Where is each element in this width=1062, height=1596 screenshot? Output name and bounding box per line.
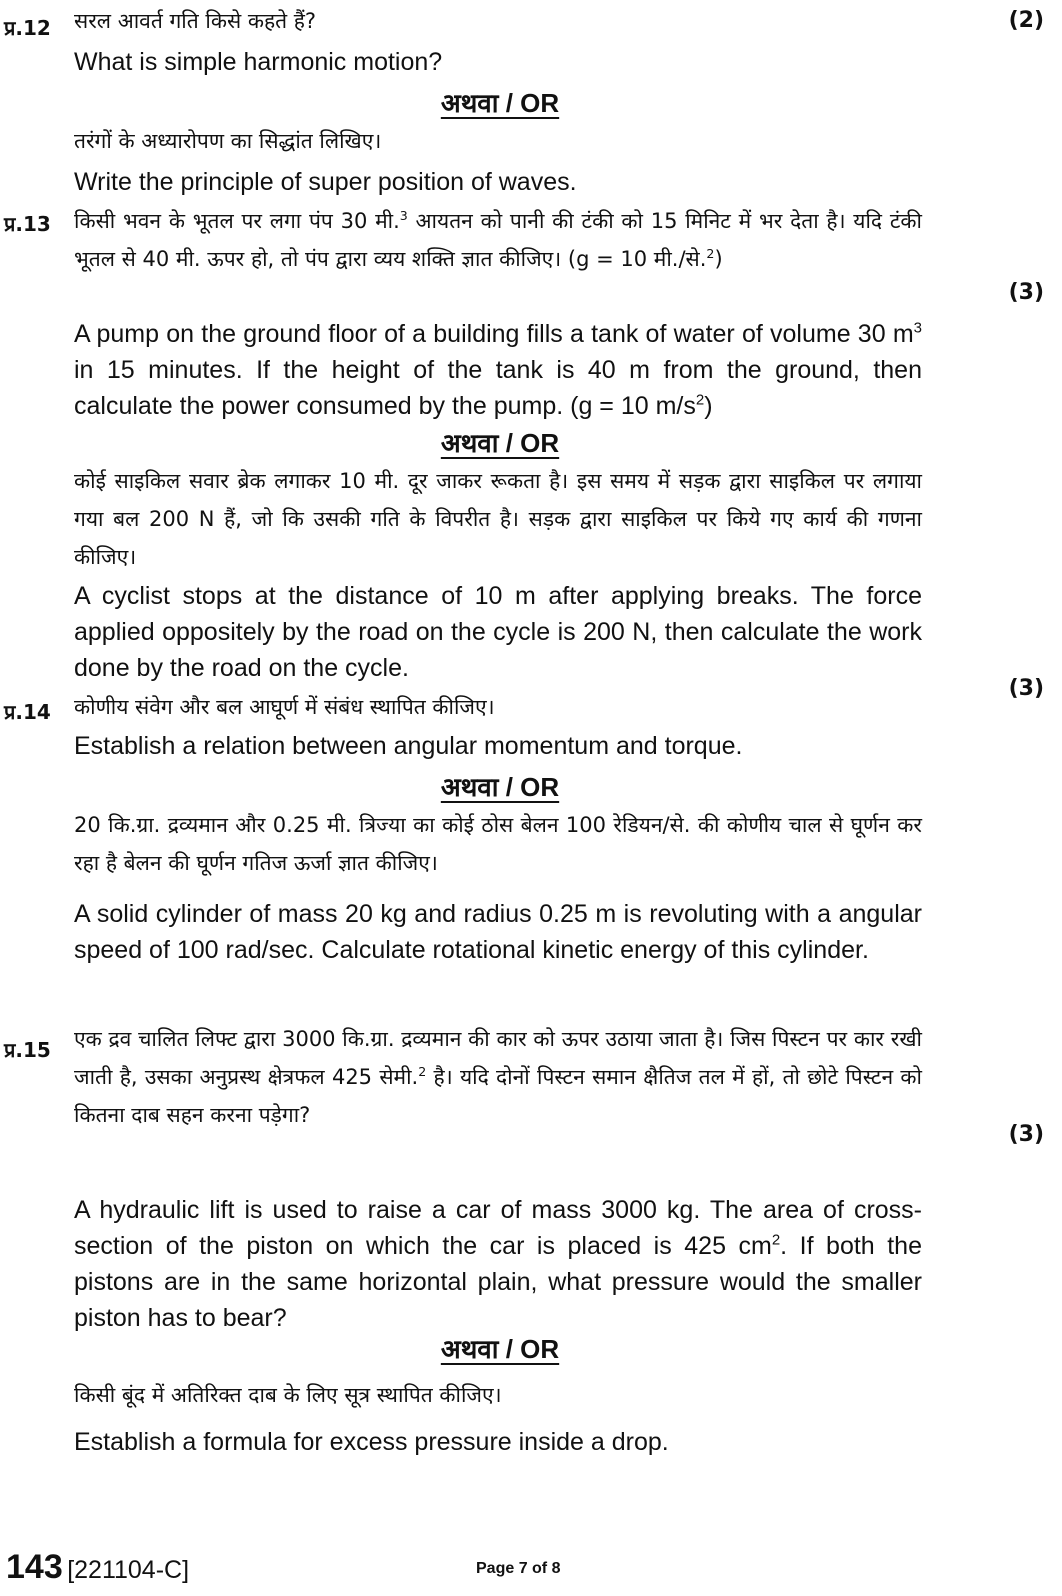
or-divider: अथवा / OR [440,1334,560,1364]
q13-alt-english-text: A cyclist stops at the distance of 10 m after applying breaks. The force applied oppositely by the road on the cycle is 200 N, then calculate the work done by the road on the cycle. [74,582,922,682]
q15-hindi-text: एक द्रव चालित लिफ्ट द्वारा 3000 कि.ग्रा. द्रव्यमान की कार को ऊपर उठाया जाता है। जिस पिस्टन पर कार रखी जाती है, उसका अनुप्रस्थ क्षेत्रफल 425 सेमी.$^2$ है। यदि दोनों पिस्टन समान क्षैतिज तल में हों, तो छोटे पिस्टन को कितना दाब सहन करना पड़ेगा? [74,1027,922,1127]
q12-hindi-text: सरल आवर्त गति किसे कहते हैं? [74,9,317,33]
marks-q14: (3) [1008,676,1044,701]
paper-code: 143 [221104-C] [6,1548,190,1586]
or-divider: अथवा / OR [440,88,560,118]
q13-alt-hindi-text: कोई साइकिल सवार ब्रेक लगाकर 10 मी. दूर जाकर रूकता है। इस समय में सड़क द्वारा साइकिल पर लगाया गया बल 200 N हैं, जो कि उसकी गति के विपरीत है। सड़क द्वारा साइकिल पर किये गए कार्य की गणना कीजिए। [74,469,922,569]
page-number: Page 7 of 8 [476,1560,561,1577]
question-number-14: प्र.14 [4,700,51,724]
marks-q15: (3) [1008,1122,1044,1147]
question-number-15: प्र.15 [4,1038,51,1062]
question-number-12: प्र.12 [4,16,51,40]
q12-alt-english-text: Write the principle of super position of waves. [74,168,577,196]
q14-hindi-text: कोणीय संवेग और बल आघूर्ण में संबंध स्थापित कीजिए। [74,695,495,719]
q14-english-text: Establish a relation between angular momentum and torque. [74,732,743,760]
q15-alt-hindi-text: किसी बूंद में अतिरिक्त दाब के लिए सूत्र स्थापित कीजिए। [74,1383,502,1407]
q12-english-text: What is simple harmonic motion? [74,48,443,76]
q15-english-text: A hydraulic lift is used to raise a car of mass 3000 kg. The area of cross-section of the piston on which the car is placed is 425 $cm^2$. If both the pistons are in the same horizontal plain, what pressure would the smaller piston has to bear? [74,1196,922,1332]
marks-q13: (3) [1008,280,1044,305]
q14-alt-english-text: A solid cylinder of mass 20 kg and radius 0.25 m is revoluting with a angular speed of 100 rad/sec. Calculate rotational kinetic energy of this cylinder. [74,900,922,964]
q12-alt-hindi-text: तरंगों के अध्यारोपण का सिद्धांत लिखिए। [74,129,382,153]
question-number-13: प्र.13 [4,212,51,236]
or-divider: अथवा / OR [440,428,560,458]
q15-alt-english-text: Establish a formula for excess pressure inside a drop. [74,1428,669,1456]
q13-english-text: A pump on the ground floor of a building fills a tank of water of volume 30 $m^3$ in 15 minutes. If the height of the tank is 40 m from the ground, then calculate the power consumed by the pump. (g = 10 $m/s^2$) [74,319,922,420]
marks-q12: (2) [1008,8,1044,33]
or-divider: अथवा / OR [440,772,560,802]
q13-hindi-text: किसी भवन के भूतल पर लगा पंप 30 मी.$^3$ आयतन को पानी की टंकी को 15 मिनिट में भर देता है। यदि टंकी भूतल से 40 मी. ऊपर हो, तो पंप द्वारा व्यय शक्ति ज्ञात कीजिए। (g = 10 मी./से.$^2$) [74,208,922,271]
q14-alt-hindi-text: 20 कि.ग्रा. द्रव्यमान और 0.25 मी. त्रिज्या का कोई ठोस बेलन 100 रेडियन/से. की कोणीय चाल से घूर्णन कर रहा है बेलन की घूर्णन गतिज ऊर्जा ज्ञात कीजिए। [74,813,922,875]
